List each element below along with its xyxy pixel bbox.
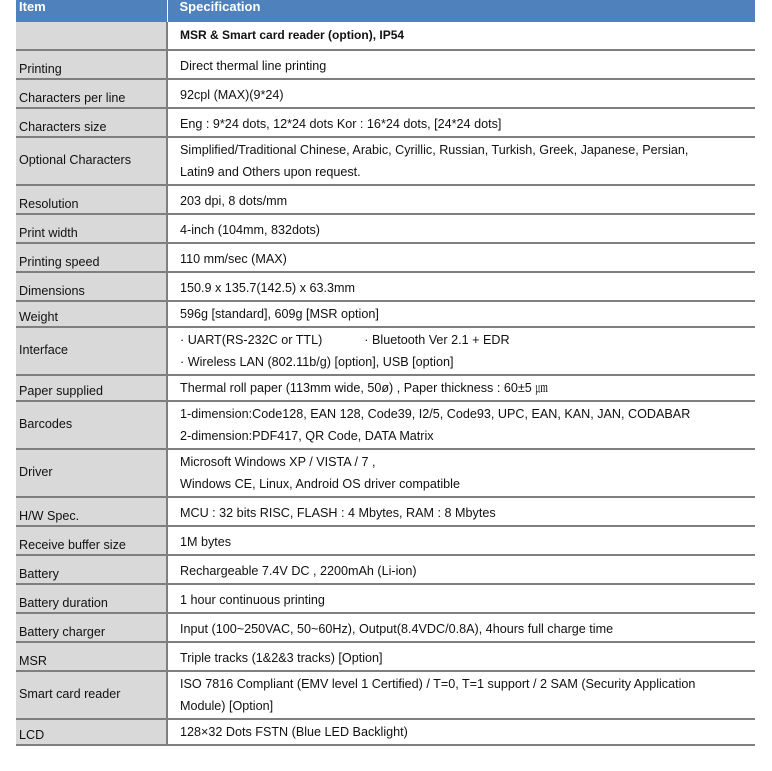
row-label: Smart card reader: [16, 671, 167, 719]
row-value: Rechargeable 7.4V DC , 2200mAh (Li-ion): [167, 555, 755, 584]
row-value: 128×32 Dots FSTN (Blue LED Backlight): [167, 719, 755, 745]
interface-uart: · UART(RS-232C or TTL): [180, 333, 323, 347]
specification-table: [16, 0, 755, 746]
row-value: Eng : 9*24 dots, 12*24 dots Kor : 16*24 dots, [24*24 dots]: [167, 108, 755, 137]
table-row-barcodes: [16, 401, 755, 449]
table-row-print-width: [16, 214, 755, 243]
table-header-row: [16, 0, 755, 22]
table-row-battery: [16, 555, 755, 584]
row-label: H/W Spec.: [16, 497, 167, 526]
row-value-line: Simplified/Traditional Chinese, Arabic, Cyrillic, Russian, Turkish, Greek, Japanese, Persian,: [180, 143, 689, 157]
row-value: 1M bytes: [167, 526, 755, 555]
table-row-battery-charger: [16, 613, 755, 642]
row-value-line: Module) [Option]: [180, 699, 274, 713]
table-row-paper-supplied: [16, 375, 755, 401]
table-row-optional-characters: [16, 137, 755, 185]
row-label: LCD: [16, 719, 167, 745]
row-value: [167, 449, 755, 497]
row-value-line: Microsoft Windows XP / VISTA / 7 ,: [180, 455, 376, 469]
row-value: [167, 401, 755, 449]
table-row-weight: [16, 301, 755, 327]
row-label: Battery charger: [16, 613, 167, 642]
row-label: Interface: [16, 327, 167, 375]
row-value: 1 hour continuous printing: [167, 584, 755, 613]
interface-bluetooth: · Bluetooth Ver 2.1 + EDR: [364, 333, 510, 347]
row-label: Dimensions: [16, 272, 167, 301]
table-row-printing-speed: [16, 243, 755, 272]
row-value: MSR & Smart card reader (option), IP54: [167, 22, 755, 50]
table-row-battery-duration: [16, 584, 755, 613]
table-row-smart-card-reader: [16, 671, 755, 719]
row-value: Direct thermal line printing: [167, 50, 755, 79]
row-label: Characters per line: [16, 79, 167, 108]
row-value-line: 1-dimension:Code128, EAN 128, Code39, I2/5, Code93, UPC, EAN, KAN, JAN, CODABAR: [180, 407, 691, 421]
table-row-receive-buffer-size: [16, 526, 755, 555]
row-value-line: Latin9 and Others upon request.: [180, 165, 361, 179]
row-value: 110 mm/sec (MAX): [167, 243, 755, 272]
table-row-dimensions: [16, 272, 755, 301]
row-label: [16, 22, 167, 50]
table-row-option: [16, 22, 755, 50]
row-label: Print width: [16, 214, 167, 243]
table-row-driver: [16, 449, 755, 497]
row-value: Input (100~250VAC, 50~60Hz), Output(8.4VDC/0.8A), 4hours full charge time: [167, 613, 755, 642]
row-label: Characters size: [16, 108, 167, 137]
row-value: 92cpl (MAX)(9*24): [167, 79, 755, 108]
row-label: Printing: [16, 50, 167, 79]
table-row-characters-size: [16, 108, 755, 137]
row-label: Battery: [16, 555, 167, 584]
table-row-hw-spec: [16, 497, 755, 526]
row-value: [167, 327, 755, 375]
row-value: Thermal roll paper (113mm wide, 50ø) , Paper thickness : 60±5 ㎛: [167, 375, 755, 401]
row-value: [167, 137, 755, 185]
row-label: Driver: [16, 449, 167, 497]
row-label: Printing speed: [16, 243, 167, 272]
row-value: 150.9 x 135.7(142.5) x 63.3mm: [167, 272, 755, 301]
table-row-lcd: [16, 719, 755, 745]
row-value-line: · Wireless LAN (802.11b/g) [option], USB [option]: [180, 355, 454, 369]
row-value: Triple tracks (1&2&3 tracks) [Option]: [167, 642, 755, 671]
table-row-interface: [16, 327, 755, 375]
table-row-resolution: [16, 185, 755, 214]
table-row-printing: [16, 50, 755, 79]
row-label: MSR: [16, 642, 167, 671]
row-value: MCU : 32 bits RISC, FLASH : 4 Mbytes, RAM : 8 Mbytes: [167, 497, 755, 526]
row-value-line: 2-dimension:PDF417, QR Code, DATA Matrix: [180, 429, 434, 443]
row-label: Paper supplied: [16, 375, 167, 401]
header-item: Item: [16, 0, 167, 22]
header-specification: Specification: [167, 0, 755, 22]
row-value: 4-inch (104mm, 832dots): [167, 214, 755, 243]
row-label: Receive buffer size: [16, 526, 167, 555]
row-label: Optional Characters: [16, 137, 167, 185]
row-label: Weight: [16, 301, 167, 327]
row-value-line: [180, 329, 747, 351]
row-value-line: Windows CE, Linux, Android OS driver compatible: [180, 477, 460, 491]
row-label: Battery duration: [16, 584, 167, 613]
row-value: [167, 671, 755, 719]
row-value: 203 dpi, 8 dots/mm: [167, 185, 755, 214]
table-row-characters-per-line: [16, 79, 755, 108]
row-label: Resolution: [16, 185, 167, 214]
row-label: Barcodes: [16, 401, 167, 449]
row-value-line: ISO 7816 Compliant (EMV level 1 Certified) / T=0, T=1 support / 2 SAM (Security Application: [180, 677, 696, 691]
table-row-msr: [16, 642, 755, 671]
row-value: 596g [standard], 609g [MSR option]: [167, 301, 755, 327]
